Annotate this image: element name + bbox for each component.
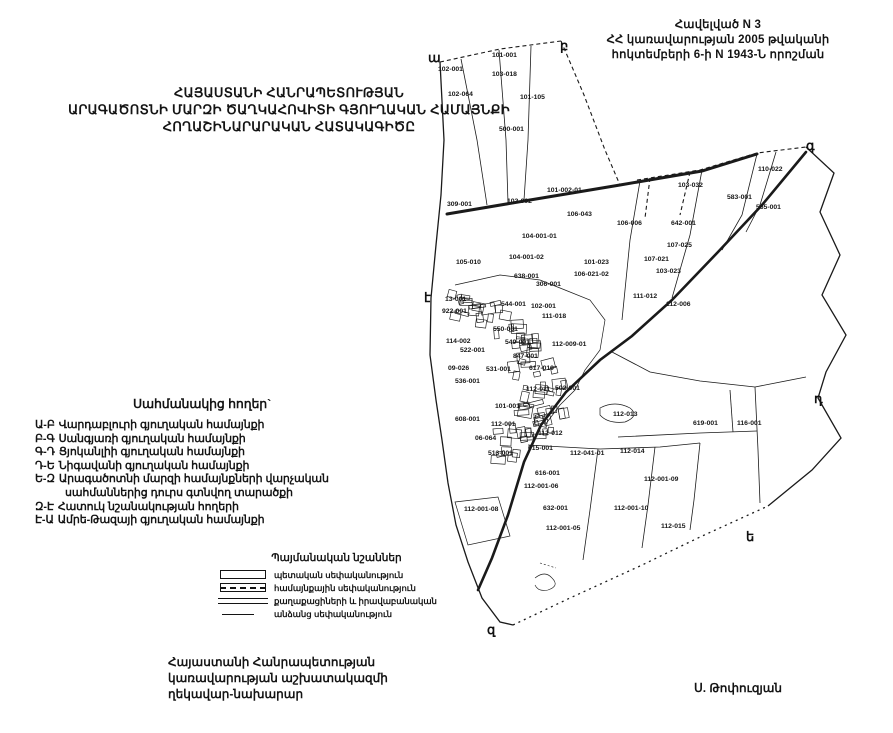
segment-code: Ա-Բ: [35, 419, 55, 431]
svg-text:642-001: 642-001: [671, 220, 696, 227]
appendix-note: [553, 18, 883, 63]
conventional-signs-legend: [218, 552, 437, 620]
title-line3: ՀՈՂԱՇԻՆԱՐԱՐԱԿԱՆ ՀԱՏԱԿԱԳԻԾԸ: [162, 119, 416, 134]
private-property-symbol: [218, 595, 274, 607]
adjacent-lands-list: [35, 397, 380, 528]
svg-text:112-012: 112-012: [538, 430, 563, 437]
svg-text:112-001: 112-001: [491, 421, 516, 428]
legend-label: քաղաքացիների և իրավաբանական: [274, 595, 437, 606]
title-line1: ՀԱՅԱՍՏԱՆԻ ՀԱՆՐԱՊԵՏՈՒԹՅԱՆ: [174, 85, 404, 100]
legend-row: [218, 607, 433, 620]
svg-text:ա: ա: [428, 50, 441, 65]
signatory-line2: կառավարության աշխատակազմի: [168, 671, 388, 685]
svg-text:101-105: 101-105: [520, 94, 545, 101]
svg-text:102-002: 102-002: [507, 198, 532, 205]
svg-text:105-010: 105-010: [456, 259, 481, 266]
private-property-symbol-cont: [218, 608, 274, 620]
svg-text:103-018: 103-018: [492, 71, 517, 78]
svg-text:544-001: 544-001: [501, 301, 526, 308]
segment-text: Հատուկ նշանակության հողերի: [57, 500, 239, 513]
segment-code: Ե-Զ: [35, 473, 55, 486]
svg-text:107-025: 107-025: [667, 242, 692, 249]
svg-text:116-001: 116-001: [737, 420, 762, 427]
map-boundary-outline: [430, 62, 846, 625]
svg-text:112-001-08: 112-001-08: [464, 506, 499, 513]
svg-text:500-001: 500-001: [499, 126, 524, 133]
title-line2: ԱՐԱԳԱԾՈՏՆԻ ՄԱՐԶԻ ԾԱՂԿԱՀՈՎԻՏԻ ԳՅՈՒՂԱԿԱՆ ՀԱՄԱՅՆՔԻ: [68, 102, 510, 117]
list-item: [35, 473, 380, 500]
legend-label: համայնքային սեփականություն: [274, 582, 416, 593]
state-property-symbol: [218, 569, 274, 581]
svg-text:619-001: 619-001: [693, 420, 718, 427]
svg-text:111-018: 111-018: [542, 313, 567, 320]
svg-text:բ: բ: [560, 38, 569, 53]
map-village-outline: [455, 275, 605, 425]
svg-text:դ: դ: [814, 391, 823, 406]
svg-text:103-023: 103-023: [656, 268, 681, 275]
svg-text:922-001: 922-001: [442, 308, 467, 315]
svg-text:638-001: 638-001: [514, 273, 539, 280]
village-cluster: [447, 289, 569, 464]
list-item: [35, 433, 380, 447]
segment-code: Դ-Ե: [35, 459, 55, 472]
appendix-line2: ՀՀ կառավարության 2005 թվականի: [606, 34, 830, 46]
list-item: [35, 419, 380, 433]
svg-text:306-001: 306-001: [536, 281, 561, 288]
svg-text:513-001: 513-001: [488, 450, 513, 457]
svg-text:583-001: 583-001: [727, 194, 752, 201]
svg-text:616-001: 616-001: [535, 470, 560, 477]
segment-text-wrap: սահմաններից դուրս գտնվող տարածքի: [65, 486, 293, 499]
segment-text: Ցյոկանլիի գյուղական համայնքի: [58, 446, 245, 459]
segment-code: Գ-Դ: [35, 446, 55, 459]
svg-text:102-001: 102-001: [438, 66, 463, 73]
svg-text:104-001-02: 104-001-02: [509, 254, 544, 261]
legend-title: Պայմանական նշաններ: [271, 552, 402, 564]
svg-text:309-001: 309-001: [447, 201, 472, 208]
legend-row: [218, 594, 437, 607]
segment-text: Ամրե-Թազայի գյուղական համայնքի: [57, 514, 265, 527]
signatory-line1: Հայաստանի Հանրապետության: [168, 655, 376, 669]
segment-text: Արագածոտնի մարզի համայնքների վարչական: [58, 473, 329, 486]
page-title: [66, 84, 512, 135]
svg-text:608-001: 608-001: [455, 416, 480, 423]
svg-text:550-001: 550-001: [493, 326, 518, 333]
map-ne-parcels: [622, 152, 776, 320]
segment-text: Նիգավանի գյուղական համայնքի: [58, 459, 250, 472]
svg-text:112-001-05: 112-001-05: [546, 525, 581, 532]
svg-text:112-006: 112-006: [666, 301, 691, 308]
svg-text:զ: զ: [487, 622, 496, 637]
legend-row: [218, 581, 433, 594]
appendix-line3: հոկտեմբերի 6-ի N 1943-Ն որոշման: [611, 49, 825, 61]
legend-label: պետական սեփականություն: [274, 569, 404, 580]
signatory-line3: ղեկավար-նախարար: [168, 687, 304, 701]
legend-label: անձանց սեփականություն: [274, 608, 393, 619]
svg-text:112-014: 112-014: [620, 448, 645, 455]
svg-text:112-011: 112-011: [526, 386, 551, 393]
svg-text:632-001: 632-001: [543, 505, 568, 512]
signatory-title-block: [168, 654, 388, 702]
svg-text:522-001: 522-001: [460, 347, 485, 354]
signature-name: Ս. Թոփուզյան: [693, 681, 783, 695]
svg-text:617-019: 617-019: [529, 365, 554, 372]
svg-text:ե: ե: [746, 529, 755, 544]
svg-text:847-001: 847-001: [513, 353, 538, 360]
svg-text:գ: գ: [806, 138, 815, 153]
map-se-parcels: [455, 352, 806, 590]
svg-text:102-001: 102-001: [531, 303, 556, 310]
svg-text:112-013: 112-013: [613, 411, 638, 418]
svg-text:101-002-01: 101-002-01: [547, 187, 582, 194]
svg-text:է: է: [424, 290, 431, 305]
svg-text:502-001: 502-001: [555, 385, 580, 392]
svg-text:101-001: 101-001: [495, 403, 520, 410]
svg-text:101-023: 101-023: [584, 259, 609, 266]
segment-code: Բ-Գ: [35, 432, 55, 445]
svg-text:112-001-06: 112-001-06: [524, 483, 559, 490]
svg-text:111-012: 111-012: [633, 293, 658, 300]
svg-text:536-001: 536-001: [455, 378, 480, 385]
map-main-roads: [447, 152, 806, 590]
svg-text:09-026: 09-026: [448, 365, 470, 372]
svg-text:104-001-01: 104-001-01: [522, 233, 557, 240]
svg-text:103-032: 103-032: [678, 182, 703, 189]
legend-row: [218, 568, 433, 581]
svg-text:112-041-01: 112-041-01: [570, 450, 605, 457]
appendix-line1: Հավելված N 3: [674, 19, 762, 31]
list-item: [35, 501, 380, 515]
svg-text:106-006: 106-006: [617, 220, 642, 227]
adjacent-lands-title: Սահմանակից հողեր`: [133, 397, 272, 411]
segment-code: Զ-Է: [35, 500, 54, 513]
svg-text:114-002: 114-002: [446, 338, 471, 345]
svg-text:102-064: 102-064: [448, 91, 473, 98]
svg-text:106-021-02: 106-021-02: [574, 271, 609, 278]
svg-text:106-043: 106-043: [567, 211, 592, 218]
svg-text:112-001-10: 112-001-10: [614, 505, 649, 512]
svg-text:112-009-01: 112-009-01: [552, 341, 587, 348]
community-property-symbol: [218, 582, 274, 594]
list-item: [35, 514, 380, 528]
svg-text:112-001-09: 112-001-09: [644, 476, 679, 483]
svg-text:615-001: 615-001: [528, 445, 553, 452]
svg-text:107-021: 107-021: [644, 256, 669, 263]
segment-text: Վարդաբլուրի գյուղական համայնքի: [58, 419, 265, 431]
svg-text:110-022: 110-022: [758, 166, 783, 173]
segment-text: Սանգյառի գյուղական համայնքի: [58, 432, 246, 445]
segment-code: Է-Ա: [35, 514, 54, 527]
svg-text:531-001: 531-001: [486, 366, 511, 373]
svg-text:06-064: 06-064: [475, 435, 497, 442]
list-item: [35, 446, 380, 460]
svg-text:565-001: 565-001: [756, 204, 781, 211]
svg-text:549-001: 549-001: [505, 339, 530, 346]
svg-text:112-015: 112-015: [661, 523, 686, 530]
svg-text:101-001: 101-001: [492, 52, 517, 59]
svg-text:13-001: 13-001: [445, 296, 467, 303]
list-item: [35, 460, 380, 474]
